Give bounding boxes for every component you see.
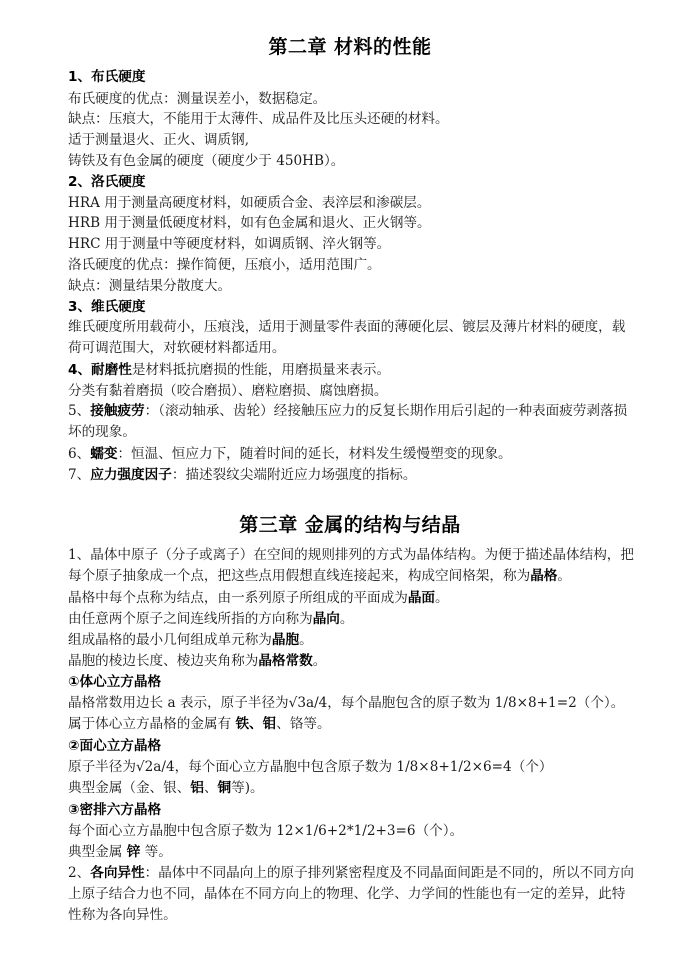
paragraph [68,545,638,587]
text-span: 晶胞的棱边长度、棱边夹角称为 [68,653,259,669]
text-line: 晶格常数用边长 a 表示，原子半径为√3a/4，每个晶胞包含的原子数为 1/8×8+1=2（个）。 [68,695,625,711]
text-span: ：描述裂纹尖端附近应力场强度的指标。 [171,467,417,483]
text-span: 。 [299,632,313,648]
text-span: 。 [312,653,327,669]
text-line: 每个面心立方晶胞中包含原子数为 12×1/6+2*1/2+3=6（个）。 [68,823,464,839]
text-span: 由任意两个原子之间连线所指的方向称为 [68,611,313,627]
text-line: 分类有黏着磨损（咬合磨损）、磨粒磨损、腐蚀磨损。 [68,383,388,399]
subsection-heading-fcc: ②面心立方晶格 [68,738,162,754]
text-span: 等。 [140,844,172,860]
term: 锌 [126,844,141,860]
term: 晶格常数 [258,653,313,669]
text-line [68,609,638,629]
term: 应力强度因子 [90,467,172,483]
text-line: 缺点：测量结果分散度大。 [68,278,232,294]
section-heading-rockwell: 2、洛氏硬度 [68,174,146,190]
text-line: 缺点：压痕大，不能用于太薄件、成品件及比压头还硬的材料。 [68,111,449,127]
subsection-heading-bcc: ①体心立方晶格 [68,674,162,690]
text-line [68,630,638,650]
subsection-heading-hcp: ③密排六方晶格 [68,802,162,818]
text-line: 适于测量退火、正火、调质钢, [68,132,250,148]
paragraph [68,401,638,443]
text-line: 洛氏硬度的优点：操作简便，压痕小，适用范围广。 [68,257,381,273]
chapter-3-title: 第三章 金属的结构与结晶 [239,514,461,536]
item-number: 5、 [68,403,91,419]
term: 各向异性 [90,865,145,881]
text-span: ：晶体中不同晶向上的原子排列紧密程度及不同晶面间距是不同的，所以不同方向上原子结合力也不同，晶体在不同方向上的物理、化学、力学间的性能也有一定的差异，此特性称为各向异性。 [68,865,634,923]
text-line: HRA 用于测量高硬度材料，如硬质合金、表淬层和渗碳层。 [68,195,431,211]
text-line [68,651,638,671]
text-span: 。 [435,590,449,606]
text-span: 、 [203,780,218,796]
term: 铜 [217,780,232,796]
section-heading-brinell: 1、布氏硬度 [68,69,146,85]
item-number: 6、 [68,446,91,462]
text-span: 1、晶体中原子（分子或离子）在空间的规则排列的方式为晶体结构。为便于描述晶体结构，把每个原子抽象成一个点，把这些点用假想直线连接起来，构成空间格架，称为 [68,547,634,584]
term: 晶向 [312,611,340,627]
section-heading-vickers: 3、维氏硬度 [68,299,146,315]
term: 接触疲劳 [90,403,145,419]
text-span: 、铬等。 [276,716,331,732]
text-line [68,465,638,485]
text-span: ：恒温、恒应力下，随着时间的延长，材料发生缓慢塑变的现象。 [117,446,512,462]
term: 晶面 [407,590,436,606]
text-line [68,714,638,734]
text-span: 组成晶格的最小几何组成单元称为 [68,632,272,648]
term: 晶胞 [271,632,300,648]
term: 蠕变 [90,446,118,462]
text-span: 典型金属（金、银、 [68,780,191,796]
text-line [68,778,638,798]
text-line [68,842,638,862]
text-line: 原子半径为√2a/4，每个面心立方晶胞中包含原子数为 1/8×8+1/2×6=4（个） [68,759,553,775]
text-line: HRC 用于测量中等硬度材料，如调质钢、淬火钢等。 [68,236,391,252]
item-number: 7、 [68,467,91,483]
text-span: 等)。 [231,780,264,796]
text-line: 布氏硬度的优点：测量误差小，数据稳定。 [68,91,327,107]
term: 铁、钼 [235,716,277,732]
term: 晶格 [530,568,558,584]
chapter-2-title: 第二章 材料的性能 [268,36,432,58]
text-span: 。 [557,568,571,584]
item-number: 2、 [68,865,91,881]
text-span: 晶格中每个点称为结点，由一系列原子所组成的平面成为 [68,590,408,606]
text-line [68,360,638,380]
text-span: 是材料抵抗磨损的性能，用磨损量来表示。 [131,362,391,378]
paragraph [68,863,638,926]
text-line [68,588,638,608]
text-span: 。 [339,611,354,627]
paragraph: 维氏硬度所用载荷小，压痕浅，适用于测量零件表面的薄硬化层、镀层及薄片材料的硬度，载荷可调范围大，对软硬材料都适用。 [68,319,626,356]
term: 4、耐磨性 [68,362,132,378]
text-span: ：（滚动轴承、齿轮）经接触压应力的反复长期作用后引起的一种表面疲劳剥落损坏的现象。 [68,403,628,440]
text-line: HRB 用于测量低硬度材料，如有色金属和退火、正火钢等。 [68,215,431,231]
text-span: 属于体心立方晶格的金属有 [68,716,236,732]
text-span: 典型金属 [68,844,127,860]
term: 铝 [190,780,204,796]
text-line: 铸铁及有色金属的硬度（硬度少于 450HB）。 [68,153,345,169]
text-line [68,444,638,464]
